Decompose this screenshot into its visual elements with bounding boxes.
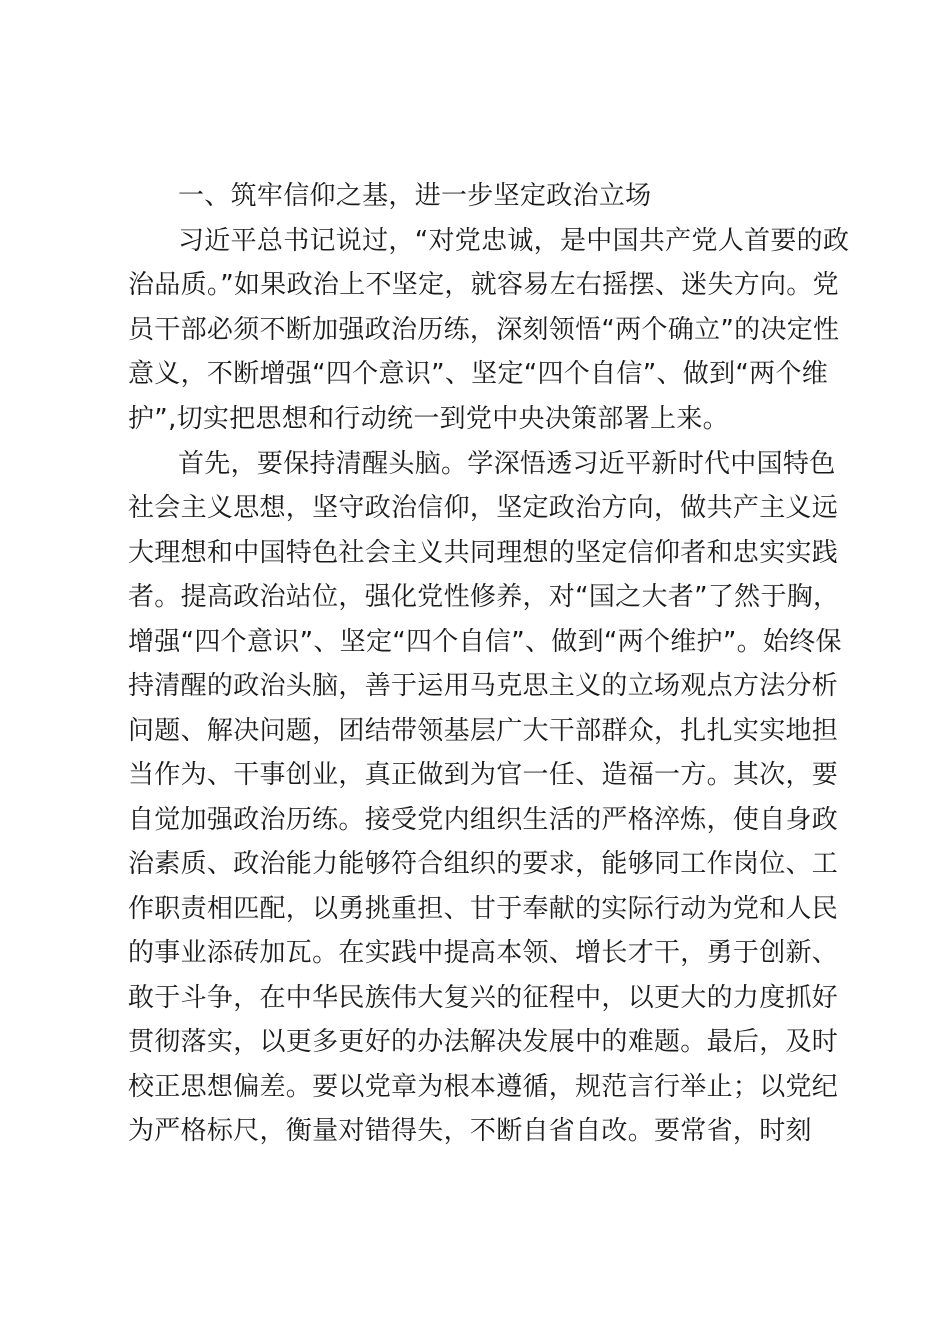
paragraph-line: 校正思想偏差。要以党章为根本遵循，规范言行举止；以党纪 [128,1072,839,1102]
paragraph-line: 首先，要保持清醒头脑。学深悟透习近平新时代中国特色 [178,449,836,479]
paragraph-line: 自觉加强政治历练。接受党内组织生活的严格淬炼，使自身政 [128,805,839,835]
paragraph-line: 增强“四个意识”、坚定“四个自信”、做到“两个维护”。始终保 [128,627,842,657]
paragraph-line: 当作为、干事创业，真正做到为官一任、造福一方。其次，要 [128,760,839,790]
paragraph-line: 为严格标尺，衡量对错得失，不断自省自改。要常省，时刻 [128,1116,812,1146]
paragraph-line: 敢于斗争，在中华民族伟大复兴的征程中，以更大的力度抓好 [128,983,839,1013]
paragraph-line: 作职责相匹配，以勇挑重担、甘于奉献的实际行动为党和人民 [128,894,839,924]
paragraph-line: 贯彻落实，以更多更好的办法解决发展中的难题。最后，及时 [128,1027,839,1057]
paragraph-line: 持清醒的政治头脑，善于运用马克思主义的立场观点方法分析 [128,671,839,701]
paragraph-line: 护”,切实把思想和行动统一到党中央决策部署上来。 [128,404,729,434]
paragraph-line: 的事业添砖加瓦。在实践中提高本领、增长才干，勇于创新、 [128,938,839,968]
paragraph-line: 治素质、政治能力能够符合组织的要求，能够同工作岗位、工 [128,849,839,879]
paragraph-line: 习近平总书记说过，“对党忠诚，是中国共产党人首要的政 [178,226,850,256]
paragraph-line: 治品质。”如果政治上不坚定，就容易左右摇摆、迷失方向。党 [128,270,839,300]
paragraph-line: 意义，不断增强“四个意识”、坚定“四个自信”、做到“两个维 [128,359,829,389]
paragraph-line: 者。提高政治站位，强化党性修养，对“国之大者”了然于胸， [128,582,840,612]
paragraph-line: 大理想和中国特色社会主义共同理想的坚定信仰者和忠实实践 [128,538,839,568]
paragraph-line: 员干部必须不断加强政治历练，深刻领悟“两个确立”的决定性 [128,315,840,345]
section-heading: 一、筑牢信仰之基，进一步坚定政治立场 [178,181,652,211]
paragraph-line: 社会主义思想，坚守政治信仰，坚定政治方向，做共产主义远 [128,493,839,523]
paragraph-line: 问题、解决问题，团结带领基层广大干部群众，扎扎实实地担 [128,716,839,746]
